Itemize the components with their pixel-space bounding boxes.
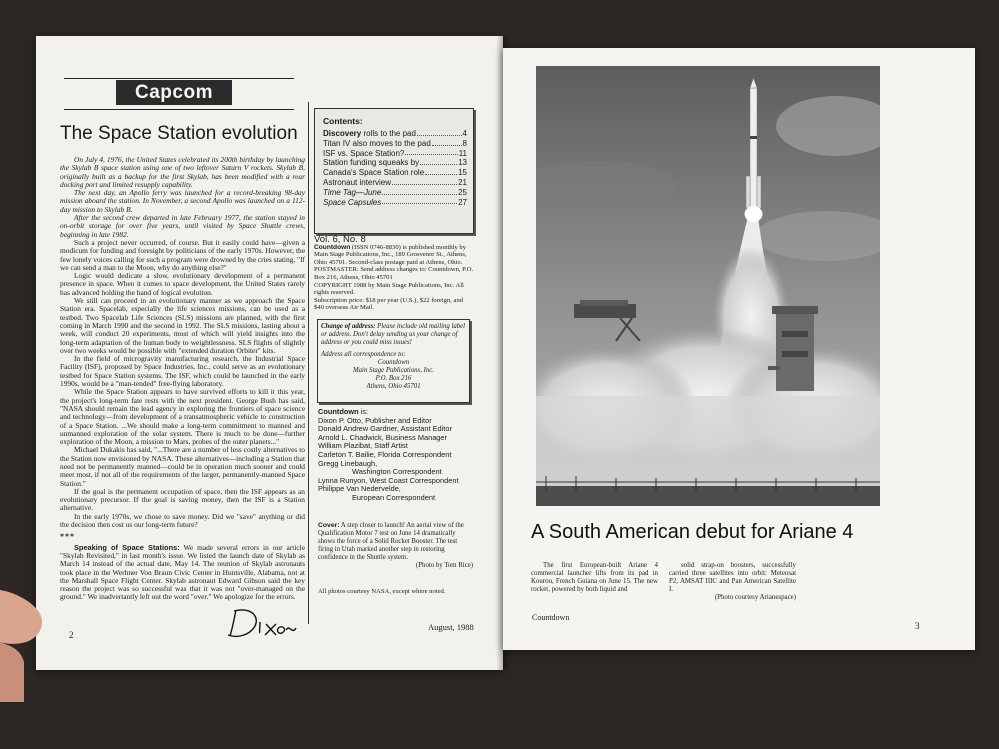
staff-member: Gregg Linebaugh, — [318, 458, 378, 468]
cover-caption — [318, 522, 473, 569]
body-paragraph-4: In the field of microgravity manufacturing research, the Industrial Space Facility (ISF), proposed by Space Industries, Inc., could serve as an evolutionary testbed for Space Station systems. The ISF, which could be launched in the early 1990s, would be a "man-tended" free-flying laboratory. — [60, 354, 305, 389]
header-rule-top — [64, 78, 294, 79]
contents-item-page: 11 — [458, 148, 467, 158]
contents-item-title: Astronaut interview — [323, 177, 392, 187]
staff-heading-rest: is: — [358, 407, 369, 416]
contents-box — [314, 108, 474, 234]
address-line: Main Stage Publications, Inc. — [353, 366, 434, 374]
photos-note: All photos courtesy NASA, except where noted. — [318, 588, 446, 595]
contents-item — [323, 178, 467, 188]
address-box — [317, 319, 470, 403]
contents-item-page: 15 — [458, 168, 467, 178]
staff-member: Dixon P. Otto, Publisher and Editor — [318, 415, 432, 425]
staff-member: Donald Andrew Gardner, Assistant Editor — [318, 424, 452, 434]
address-line: Countdown — [377, 359, 410, 367]
page-number-right: 3 — [915, 621, 920, 631]
contents-item-title: ISF vs. Space Station? — [323, 148, 405, 158]
contents-item-page: 4 — [462, 129, 467, 138]
contents-item-title: Titan IV also moves to the pad — [323, 138, 431, 148]
contents-item-title: Canada's Space Station role — [323, 168, 425, 178]
staff-member: Lynna Runyon, West Coast Correspondent — [318, 475, 459, 485]
staff-heading-name: Countdown — [318, 407, 359, 416]
staff-role: European Correspondent — [352, 492, 435, 502]
caption-text-1: The first European-built Ariane 4 commercial launcher lifts from its pad in Kourou, French Guiana on June 15. The new rocket, powered by both liquid and — [531, 562, 658, 593]
column-divider — [308, 102, 309, 624]
ariane-launch-photo — [536, 66, 880, 506]
header-rule-bottom — [64, 109, 294, 110]
publication-name: Countdown — [314, 243, 351, 251]
signature — [224, 602, 304, 642]
staff-member: Carleton T. Bailie, Florida Correspondent — [318, 449, 452, 459]
page-number-left: 2 — [69, 630, 74, 640]
address-line: P.O. Box 216 — [375, 374, 412, 382]
change-text: Please include old mailing label or address. Don't delay sending us your change of address or you could miss issues! — [321, 323, 466, 346]
staff-list — [318, 408, 478, 503]
change-of-address — [321, 323, 466, 346]
cover-label: Cover: — [318, 522, 340, 529]
contents-title: Contents: — [323, 116, 363, 126]
staff-member: William Plazibat, Staff Artist — [318, 441, 408, 451]
publishing-text: (ISSN 0746-8830) is published monthly by Main Stage Publications, Inc., 189 Grosvenor St., Athens, Ohio 45701. Second-class postage paid at Athens, Ohio. — [314, 243, 467, 266]
contents-item-title: Time Tag—June — [323, 187, 382, 197]
correction-note — [60, 544, 305, 602]
body-paragraph-6: Michael Dukakis has said, "...There are a number of less costly alternatives to the Station now envisioned by NASA. These alternatives—including a Station that need not be permanently manned—could be in operation much sooner and could meet most, if not all of the requirements of the larger, permanently-manned Space Station." — [60, 445, 305, 488]
publishing-statement — [314, 244, 474, 267]
issue-date: August, 1988 — [428, 622, 474, 632]
postmaster-note: POSTMASTER: Send address changes to: Countdown, P.O. Box 216, Athens, Ohio 45701 — [314, 266, 474, 281]
contents-item — [323, 129, 467, 139]
publication-footer: Countdown — [532, 613, 570, 622]
contents-list — [323, 129, 467, 207]
correspondence-label: Address all correspondence to: — [321, 351, 406, 359]
contents-item — [323, 188, 467, 198]
photo-caption-2 — [669, 562, 796, 602]
cover-credit: (Photo by Tom Rice) — [416, 561, 473, 569]
body-paragraph-2: Logic would dedicate a slow, evolutionary development of a permanent presence in space. When it comes to space development, the United States rarely has advanced holding the hand of logical evolution. — [60, 271, 305, 297]
contents-item — [323, 158, 467, 168]
contents-item — [323, 168, 467, 178]
body-paragraph-3: We still can proceed in an evolutionary manner as we approach the Space Station era. Spacelab, especially the life sciences missions, can be used as a testbed. Two Spacelab Life Sciences (SLS) missions are planned, with the first coming in March 1990 and the second in 1992. The SLS missions, lasting about a week, will conduct 20 experiments, most of which will yield insights into the long-term adaptation of the human body to weightlessness. SLS flights of slightly over two weeks would be possible with "extended duration Orbiter" kits. — [60, 296, 305, 355]
correction-label: Speaking of Space Stations: — [74, 542, 180, 552]
subscription-note: Subscription price: $18 per year (U.S.), $22 foreign, and $40 overseas Air Mail. — [314, 296, 464, 312]
body-paragraph-7: If the goal is the permanent occupation of space, then the ISF appears as an evolutionary precursor. If the goal is saving money, then the ISF is a Station alternative. — [60, 486, 305, 513]
staff-member: Philippe Van Nedervelde, — [318, 484, 401, 494]
photo-credit: (Photo courtesy Arianespace) — [714, 593, 796, 601]
contents-item-title: rolls to the pad — [361, 129, 416, 138]
body-paragraph-1: Such a project never occurred, of course. But it easily could have—given a modicum for funding and foresight by politicians of the early 1970s. However, the few lonely voices calling for such a program were drowned by the cries stating, "If we can send a man to the Moon, why do anything else?" — [60, 237, 305, 272]
intro-paragraph-1: On July 4, 1976, the United States celebrated its 200th birthday by launching the Skylab B space station using one of two leftover Saturn V rockets. Skylab B, originally built as a backup for the first Skylab, has been modified with a rear docking port and limited resupply capability. — [60, 155, 305, 189]
intro-paragraph-2: The next day, an Apollo ferry was launched for a record-breaking 98-day mission aboard the station. In November, a second Apollo was launched on a 112-day mission to Skylab B. — [60, 188, 305, 214]
contents-item-bold: Discovery — [323, 129, 362, 138]
contents-item — [323, 149, 467, 159]
left-page — [36, 36, 503, 670]
contents-item-page: 8 — [462, 138, 467, 148]
change-label: Change of address: — [321, 323, 376, 330]
caption-text-2: solid strap-on boosters, successfully carried three satellites into orbit: Meteosat P2, AMSAT IIIC and Pan American Satellite I. — [669, 562, 796, 593]
contents-item-title: Space Capsules — [323, 197, 382, 207]
article-title: The Space Station evolution — [60, 123, 298, 144]
contents-item-page: 13 — [458, 158, 467, 168]
article-body — [60, 156, 305, 602]
hand-thumb — [0, 582, 44, 702]
contents-item-title: Station funding squeaks by — [323, 158, 420, 168]
intro-paragraph-3: After the second crew departed in late February 1977, the station stayed in on-orbit storage for over five years, until visited by Space Shuttle crews, beginning in late 1982. — [60, 213, 305, 239]
staff-role: Washington Correspondent — [352, 467, 442, 477]
volume-number: Vol. 6, No. 8 — [314, 234, 366, 245]
body-paragraph-8: In the early 1970s, we chose to save money. Did we "save" anything or did the decision then cost us our long-term future? — [60, 511, 305, 530]
address-line: Athens, Ohio 45701 — [366, 382, 421, 390]
cover-text: A step closer to launch! An aerial view of the Qualification Motor 7 test on June 14 dramatically shows the force of a Solid Rocket Booster. The test firing in Utah marked another step in restoring confidence in the Shuttle system. — [318, 522, 464, 561]
right-page — [503, 48, 975, 650]
contents-item-page: 21 — [458, 177, 467, 187]
body-paragraph-5: While the Space Station appears to have survived efforts to kill it this year, the project's long-term fate rests with the next president. George Bush has said, "NASA should remain the lead agency in exploring the frontiers of space science and technology—from development of a transatmospheric vehicle to construction of a Space Station. ...We should make a long-term commitment to manned and unmanned exploration of the solar system. There is much to be done—further exploration of the Moon, a mission to Mars, probes of the outer planets..." — [60, 387, 305, 447]
correction-text: We made several errors in our article "Skylab Revisited," in last month's issue. We listed the launch date of Skylab as March 14 instead of the actual date, May 14. The reunion of Skylab astronauts took place in the Werhner Von Braun Civic Center in Huntsville, Alabama, not at the Marshall Space Flight Center. Skylab astronaut Edward Gibson said the key reason the project was so successful was that it was not "over-managed on the ground." We inadvertantly left out the word "over." We apologize for the errors. — [60, 542, 305, 602]
contents-item-page: 25 — [458, 187, 467, 197]
contents-item-page: 27 — [458, 197, 467, 207]
copyright-note: COPYRIGHT 1988 by Main Stage Publications, Inc. All rights reserved. — [314, 281, 464, 297]
section-banner: Capcom — [116, 80, 232, 105]
separator: *** — [60, 532, 75, 542]
photo-headline: A South American debut for Ariane 4 — [531, 521, 854, 543]
photo-caption-1 — [531, 562, 658, 594]
staff-member: Arnold L. Chadwick, Business Manager — [318, 432, 447, 442]
contents-item — [323, 198, 467, 208]
contents-item — [323, 139, 467, 149]
masthead-info — [314, 236, 474, 312]
